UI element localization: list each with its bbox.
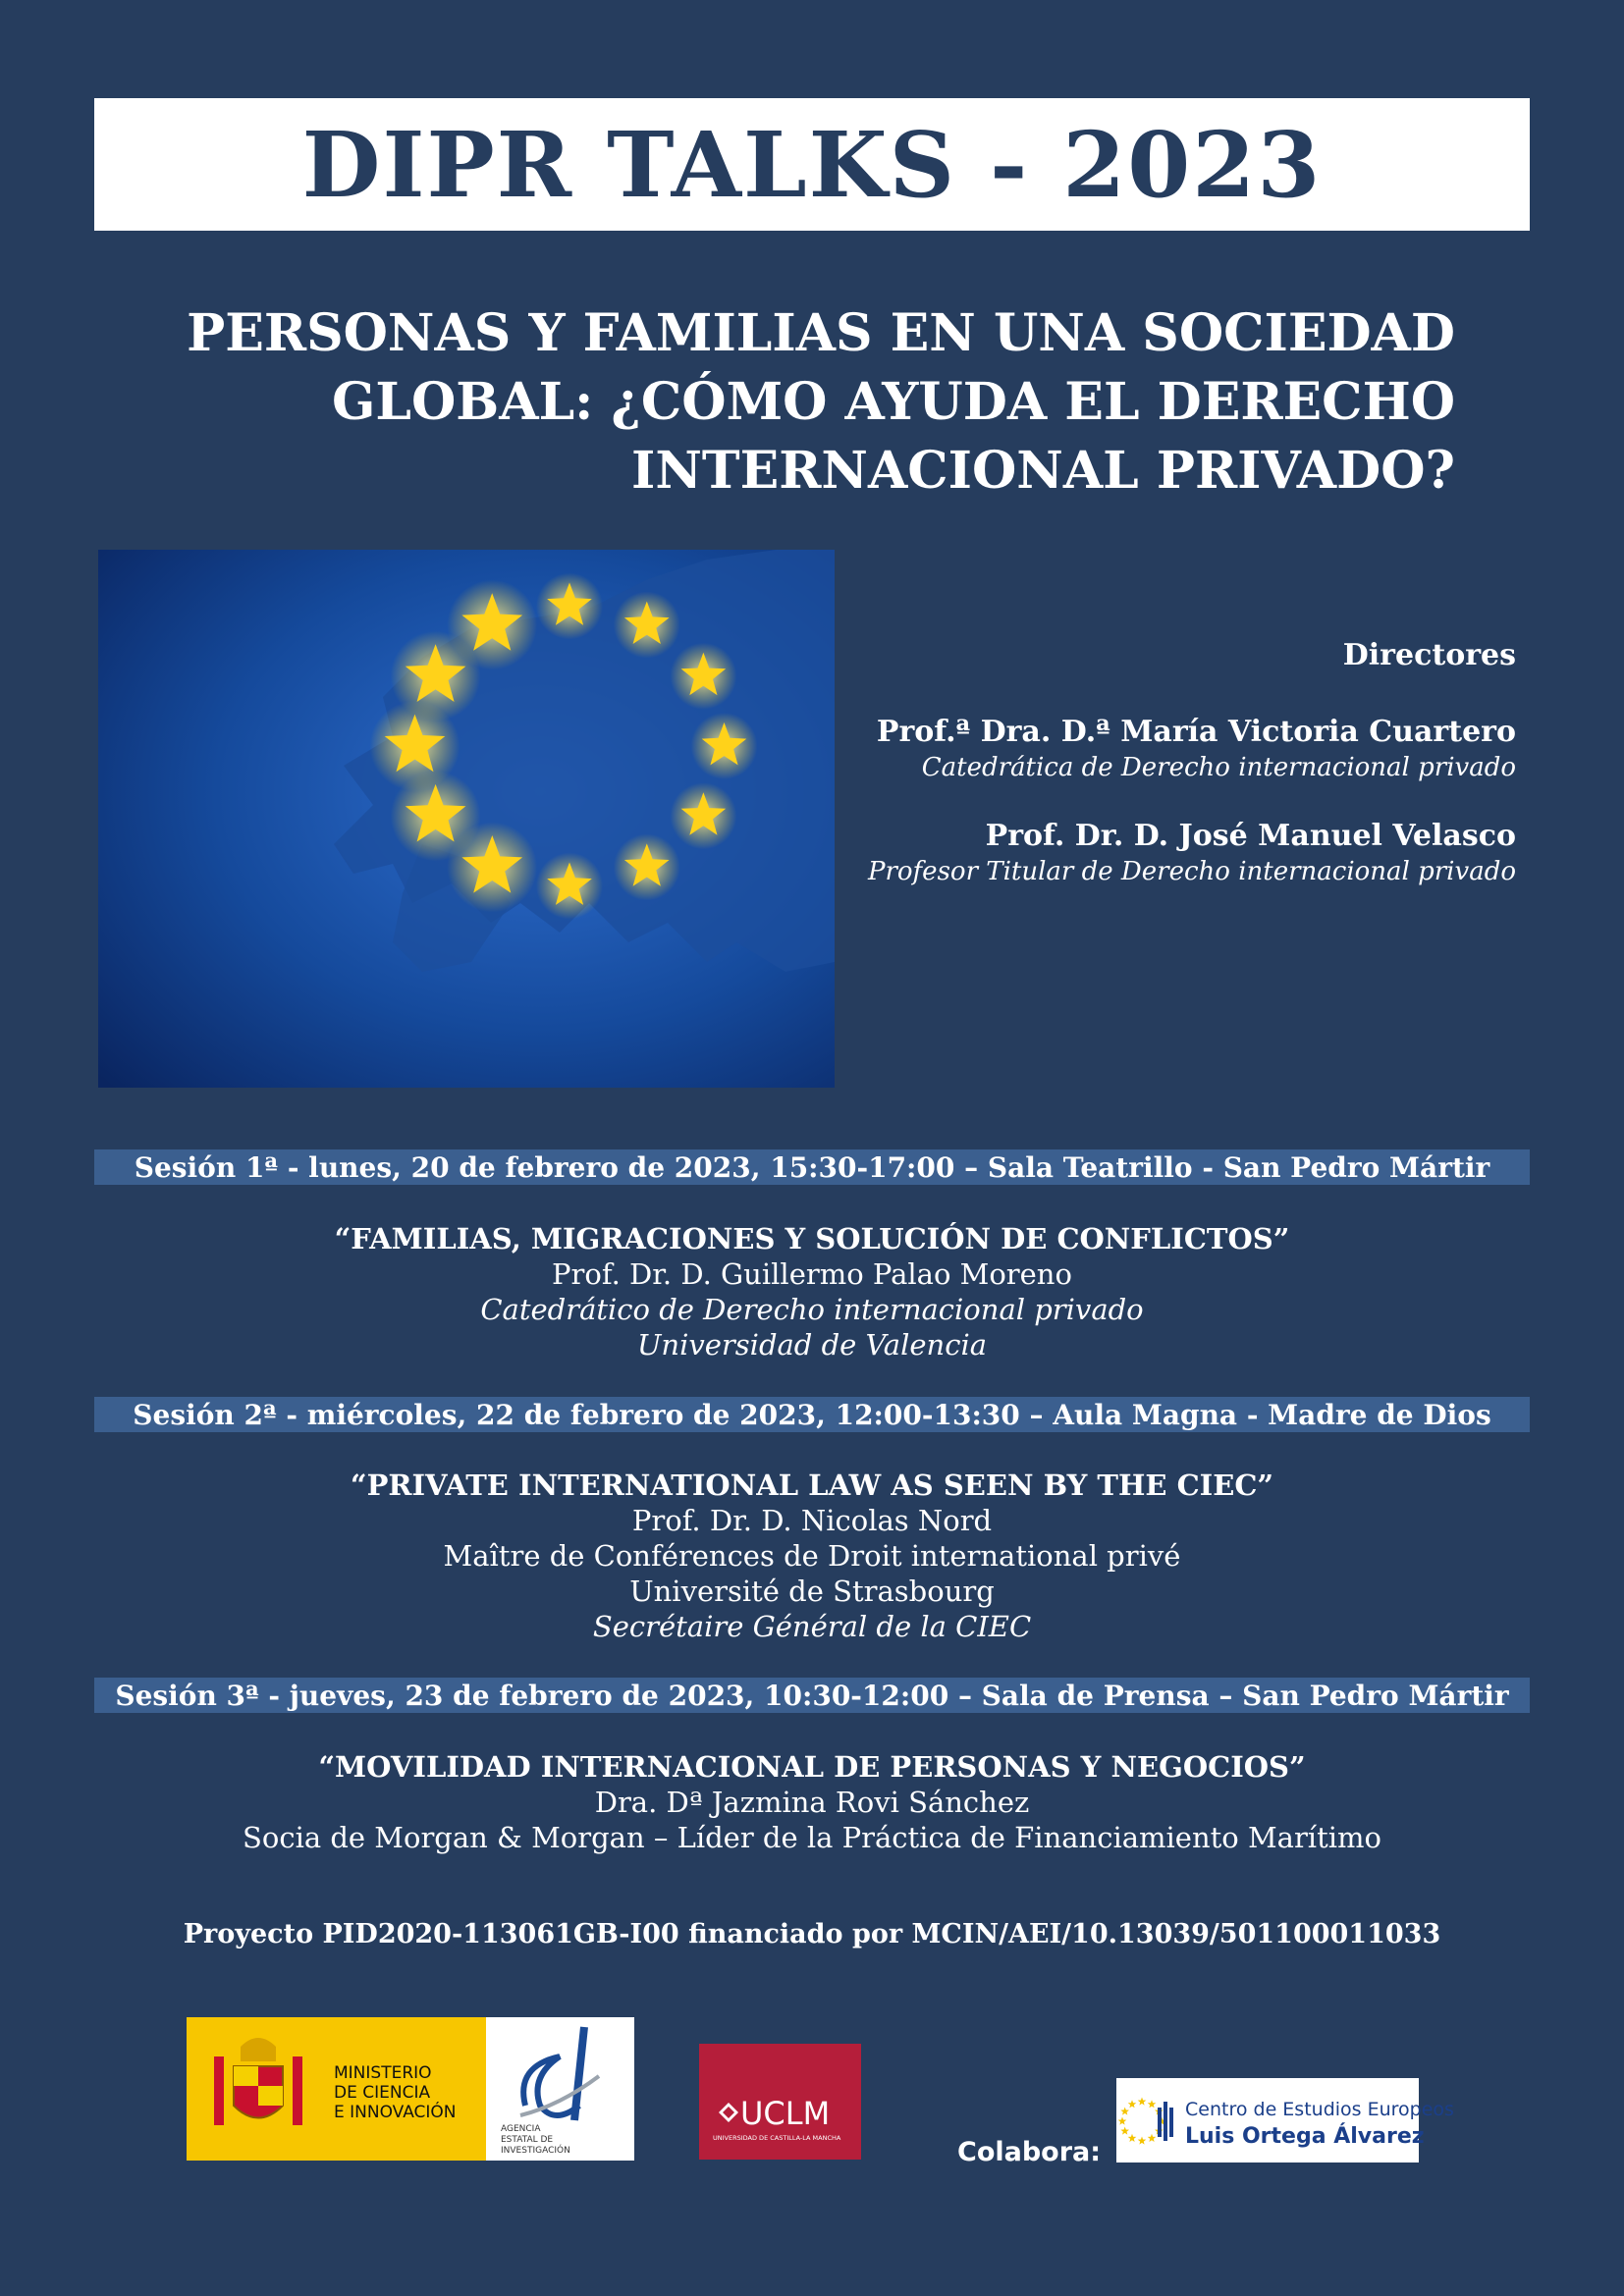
speaker-affiliation: Universidad de Valencia: [636, 1328, 988, 1362]
session-3-bar: [94, 1678, 1530, 1713]
small-star-icon: [1148, 2100, 1157, 2108]
session-2-bar: [94, 1397, 1530, 1432]
svg-text:Luis Ortega Álvarez: Luis Ortega Álvarez: [1185, 2124, 1425, 2149]
eu-stars-map-image: [98, 550, 835, 1088]
speaker-role: Maître de Conférences de Droit international privé: [443, 1539, 1181, 1573]
speaker-role: Catedrático de Derecho internacional privado: [480, 1293, 1144, 1326]
small-star-icon: [1118, 2117, 1127, 2125]
small-star-icon: [1128, 2100, 1137, 2108]
speaker-name: Prof. Dr. D. Nicolas Nord: [631, 1504, 993, 1537]
subtitle-line: INTERNACIONAL PRIVADO?: [631, 441, 1455, 501]
director-role: Catedrática de Derecho internacional privado: [921, 753, 1516, 782]
small-star-icon: [1120, 2108, 1129, 2115]
project-funding-line: Proyecto PID2020-113061GB-I00 financiado por MCIN/AEI/10.13039/501100011033: [183, 1919, 1441, 1949]
centro-estudios-europeos-logo: [1116, 2078, 1454, 2163]
directors-block: [844, 638, 1516, 922]
small-star-icon: [1138, 2098, 1147, 2106]
session-2-heading: Sesión 2ª - miércoles, 22 de febrero de 2023, 12:00-13:30 – Aula Magna - Madre de Dios: [133, 1398, 1491, 1431]
svg-text:AGENCIA: AGENCIA: [501, 2124, 541, 2134]
session-3-heading: Sesión 3ª - jueves, 23 de febrero de 2023, 10:30-12:00 – Sala de Prensa – San Pedro Mártir: [115, 1679, 1509, 1712]
poster-title: DIPR TALKS - 2023: [301, 111, 1323, 218]
session-3-details: [94, 1749, 1530, 1855]
svg-text:Centro de Estudios Europeos: Centro de Estudios Europeos: [1185, 2099, 1454, 2120]
title-banner: [94, 98, 1530, 231]
subtitle-line: PERSONAS Y FAMILIAS EN UNA SOCIEDAD: [187, 303, 1455, 363]
svg-text:MINISTERIO: MINISTERIO: [334, 2063, 432, 2083]
small-star-icon: [1148, 2134, 1157, 2142]
talk-title: “PRIVATE INTERNATIONAL LAW AS SEEN BY THE CIEC”: [350, 1468, 1274, 1502]
svg-text:E INNOVACIÓN: E INNOVACIÓN: [334, 2103, 457, 2122]
small-star-icon: [1138, 2137, 1147, 2145]
director-role: Profesor Titular de Derecho internacional privado: [867, 857, 1516, 886]
subtitle-line: GLOBAL: ¿CÓMO AYUDA EL DERECHO: [332, 372, 1455, 432]
director-name: Prof. Dr. D. José Manuel Velasco: [985, 819, 1516, 853]
speaker-name: Prof. Dr. D. Guillermo Palao Moreno: [552, 1257, 1072, 1291]
session-1-heading: Sesión 1ª - lunes, 20 de febrero de 2023, 15:30-17:00 – Sala Teatrillo - San Pedro Mártir: [134, 1150, 1490, 1184]
talk-title: “FAMILIAS, MIGRACIONES Y SOLUCIÓN DE CONFLICTOS”: [334, 1222, 1290, 1255]
session-1-bar: [94, 1149, 1530, 1185]
eu-map-illustration: [98, 550, 835, 1088]
svg-text:UCLM: UCLM: [740, 2095, 831, 2132]
session-1-details: [94, 1221, 1530, 1362]
svg-text:ESTATAL DE: ESTATAL DE: [501, 2135, 554, 2145]
directors-heading: Directores: [1342, 638, 1516, 672]
colabora-label: Colabora:: [957, 2137, 1102, 2167]
speaker-extra-role: Secrétaire Général de la CIEC: [592, 1610, 1032, 1643]
speaker-name: Dra. Dª Jazmina Rovi Sánchez: [594, 1786, 1030, 1819]
uclm-diamond-icon: [719, 2103, 738, 2122]
poster-subtitle: [88, 299, 1455, 506]
speaker-affiliation: Université de Strasbourg: [629, 1575, 995, 1608]
svg-text:UNIVERSIDAD DE CASTILLA-LA MAN: UNIVERSIDAD DE CASTILLA-LA MANCHA: [713, 2134, 841, 2142]
svg-text:DE CIENCIA: DE CIENCIA: [334, 2083, 431, 2103]
uclm-logo: [699, 2044, 861, 2160]
speaker-role: Socia de Morgan & Morgan – Líder de la Práctica de Financiamiento Marítimo: [243, 1821, 1381, 1854]
director-name: Prof.ª Dra. D.ª María Victoria Cuartero: [876, 715, 1516, 749]
small-star-icon: [1128, 2134, 1137, 2142]
session-2-details: [94, 1468, 1530, 1644]
ministerio-agencia-logo: [187, 2017, 634, 2161]
svg-text:INVESTIGACIÓN: INVESTIGACIÓN: [501, 2146, 570, 2156]
agencia-estatal-icon: [520, 2027, 599, 2120]
small-star-icon: [1120, 2127, 1129, 2135]
talk-title: “MOVILIDAD INTERNACIONAL DE PERSONAS Y NEGOCIOS”: [318, 1750, 1306, 1784]
